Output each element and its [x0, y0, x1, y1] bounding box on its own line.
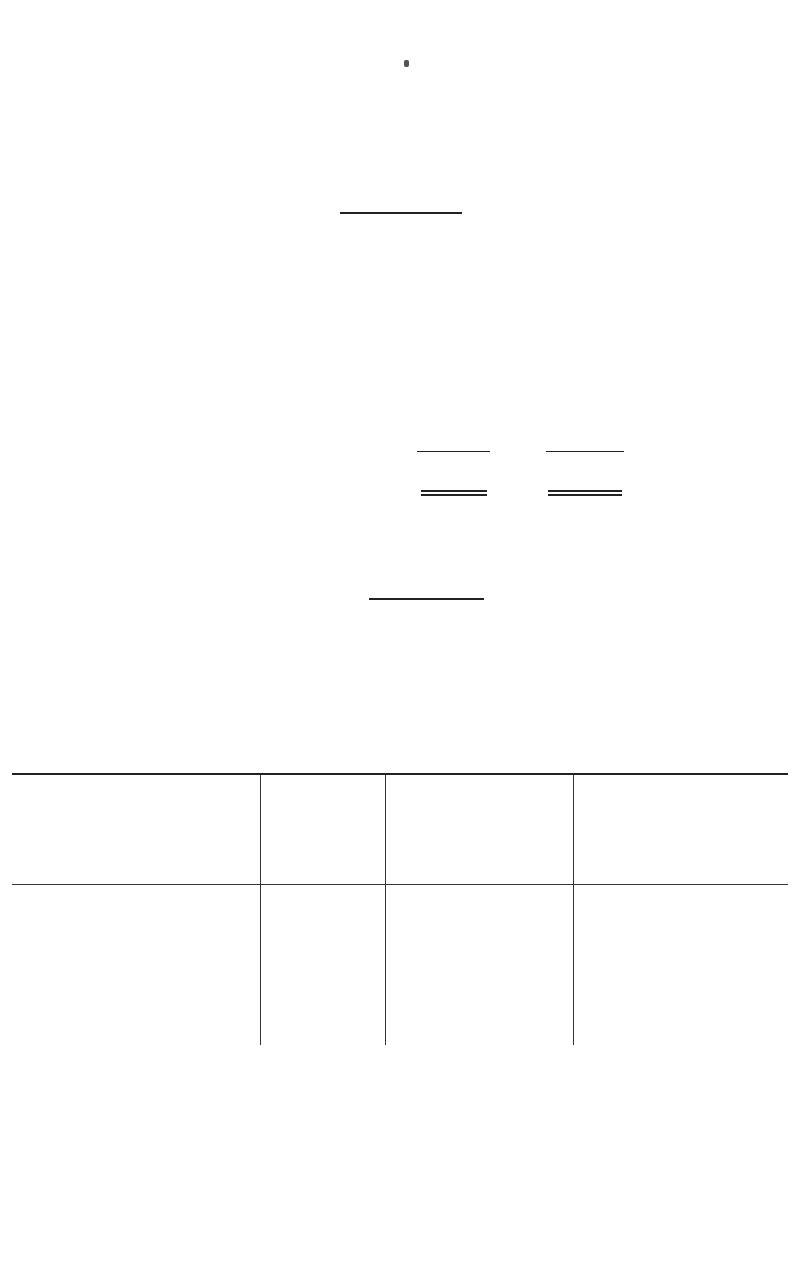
divider-middle [369, 598, 484, 600]
total-rule-1944 [421, 490, 487, 496]
table-column-divider-3 [573, 775, 574, 1045]
divider-top [340, 212, 462, 214]
print-mark [404, 60, 409, 67]
table-column-divider-2 [385, 775, 386, 1045]
table-column-divider-1 [260, 775, 261, 1045]
subtotal-rule-1944 [417, 451, 490, 452]
subtotal-rule-1945 [546, 451, 624, 452]
total-rule-1945 [548, 490, 622, 496]
table-top-rule [12, 773, 788, 775]
table-header-rule [12, 884, 788, 885]
